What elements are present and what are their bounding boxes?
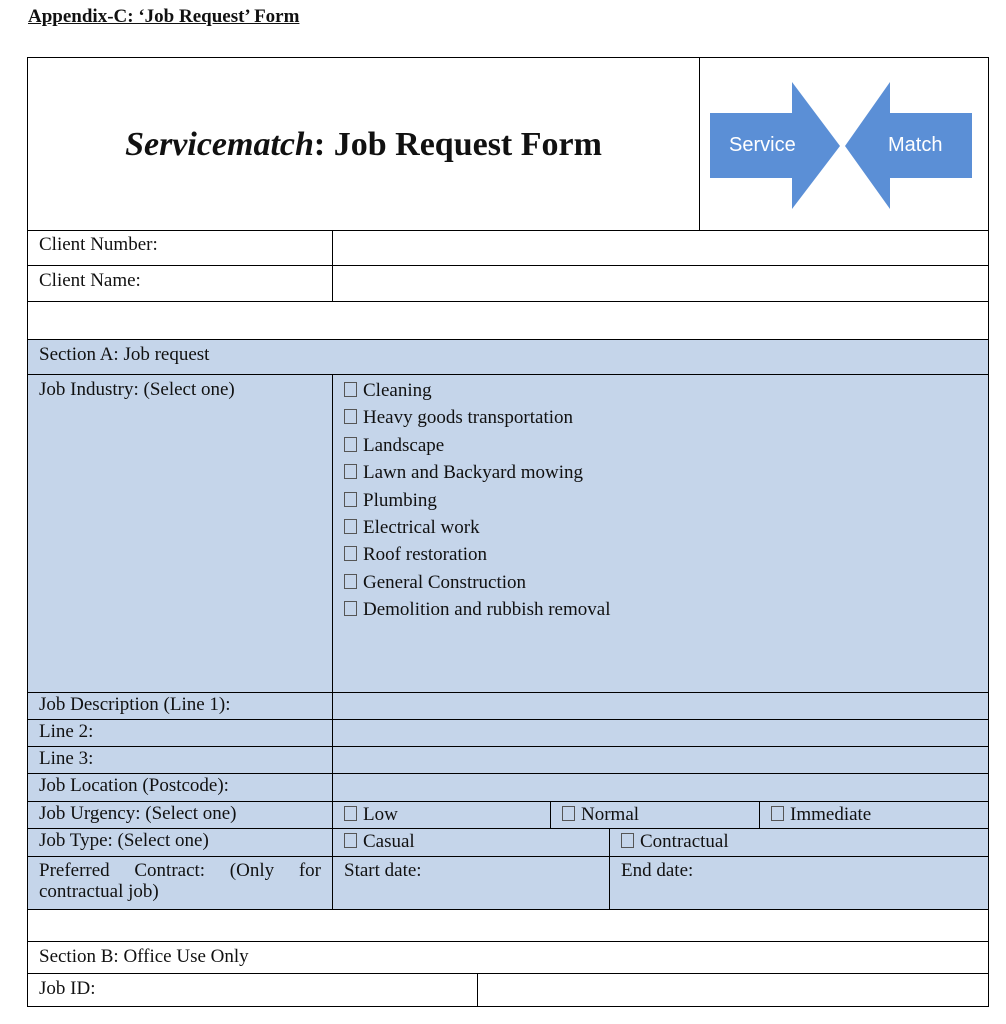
industry-option-label: Demolition and rubbish removal xyxy=(363,599,611,621)
job-request-form xyxy=(27,57,989,1007)
checkbox-icon[interactable] xyxy=(344,464,357,479)
type-contractual-label: Contractual xyxy=(640,831,729,852)
spacer-row-2 xyxy=(28,910,988,942)
industry-option-label: General Construction xyxy=(363,571,527,593)
type-option-casual[interactable] xyxy=(333,829,610,857)
industry-option-label: Cleaning xyxy=(363,380,432,401)
client-name-field[interactable] xyxy=(333,266,988,302)
urgency-option-low[interactable] xyxy=(333,802,551,829)
checkbox-icon[interactable] xyxy=(344,546,357,561)
industry-option-label: Roof restoration xyxy=(363,544,488,566)
line3-label: Line 3: xyxy=(28,747,333,774)
preferred-contract-label: Preferred Contract: (Only for contractual job) xyxy=(28,857,333,910)
start-date-label: Start date: xyxy=(344,860,422,881)
industry-option[interactable] xyxy=(344,432,977,459)
client-name-label: Client Name: xyxy=(28,266,333,302)
urgency-immediate-label: Immediate xyxy=(790,804,872,825)
checkbox-icon[interactable] xyxy=(344,382,357,397)
checkbox-icon[interactable] xyxy=(344,492,357,507)
urgency-low-label: Low xyxy=(363,804,398,825)
urgency-normal-label: Normal xyxy=(581,804,640,825)
checkbox-icon[interactable] xyxy=(344,574,357,589)
logo-cell xyxy=(700,58,988,231)
checkbox-icon[interactable] xyxy=(344,833,357,848)
industry-option[interactable] xyxy=(344,487,977,514)
line2-field[interactable] xyxy=(333,720,988,747)
line2-label: Line 2: xyxy=(28,720,333,747)
industry-option[interactable] xyxy=(344,596,977,623)
industry-option[interactable] xyxy=(344,569,977,596)
line3-field[interactable] xyxy=(333,747,988,774)
industry-option-label: Lawn and Backyard mowing xyxy=(363,462,584,484)
checkbox-icon[interactable] xyxy=(771,806,784,821)
client-number-label: Client Number: xyxy=(28,231,333,266)
job-description-label: Job Description (Line 1): xyxy=(28,693,333,720)
job-type-label: Job Type: (Select one) xyxy=(28,829,333,857)
job-location-field[interactable] xyxy=(333,774,988,802)
start-date-field[interactable] xyxy=(333,857,610,910)
checkbox-icon[interactable] xyxy=(344,437,357,452)
job-urgency-label: Job Urgency: (Select one) xyxy=(28,802,333,829)
job-industry-options xyxy=(333,375,988,693)
checkbox-icon[interactable] xyxy=(562,806,575,821)
form-title-text: : Job Request Form xyxy=(313,126,602,163)
logo-service-label: Service xyxy=(729,134,796,156)
end-date-field[interactable] xyxy=(610,857,988,910)
industry-option-label: Electrical work xyxy=(363,516,480,538)
urgency-option-immediate[interactable] xyxy=(760,802,988,829)
industry-option-label: Plumbing xyxy=(363,489,437,511)
page-heading: Appendix-C: ‘Job Request’ Form xyxy=(28,6,300,27)
form-title-brand: Servicematch xyxy=(125,126,314,163)
industry-option[interactable] xyxy=(344,514,977,541)
industry-option[interactable] xyxy=(344,377,977,404)
checkbox-icon[interactable] xyxy=(344,409,357,424)
industry-option[interactable] xyxy=(344,459,977,486)
job-id-field[interactable] xyxy=(478,974,988,1006)
servicematch-logo xyxy=(700,58,987,230)
checkbox-icon[interactable] xyxy=(344,519,357,534)
job-industry-label: Job Industry: (Select one) xyxy=(28,375,333,693)
job-id-label: Job ID: xyxy=(28,974,478,1006)
job-location-label: Job Location (Postcode): xyxy=(28,774,333,802)
job-description-field[interactable] xyxy=(333,693,988,720)
type-option-contractual[interactable] xyxy=(610,829,988,857)
industry-option-label: Heavy goods transportation xyxy=(363,407,574,429)
checkbox-icon[interactable] xyxy=(621,833,634,848)
urgency-option-normal[interactable] xyxy=(551,802,760,829)
industry-option-label: Landscape xyxy=(363,434,445,456)
form-title xyxy=(28,58,700,231)
end-date-label: End date: xyxy=(621,860,694,881)
logo-match-label: Match xyxy=(888,134,943,156)
industry-option[interactable] xyxy=(344,541,977,568)
industry-option[interactable] xyxy=(344,404,977,431)
type-casual-label: Casual xyxy=(363,831,415,852)
checkbox-icon[interactable] xyxy=(344,601,357,616)
section-b-title: Section B: Office Use Only xyxy=(28,942,988,974)
section-a-title: Section A: Job request xyxy=(28,340,988,375)
checkbox-icon[interactable] xyxy=(344,806,357,821)
client-number-field[interactable] xyxy=(333,231,988,266)
spacer-row xyxy=(28,302,988,340)
